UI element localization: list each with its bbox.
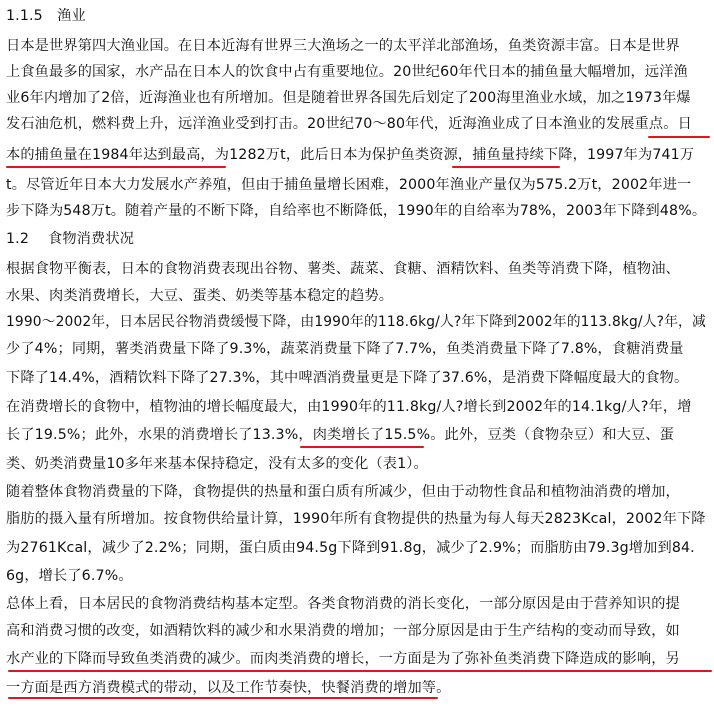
paragraph-line: 一方面是西方消费模式的带动，以及工作节奏快，快餐消费的增加等。 (6, 680, 451, 696)
annotation-underline (452, 166, 560, 168)
paragraph-line: 水产业的下降而导致鱼类消费的减少。而肉类消费的增长，一方面是为了弥补鱼类消费下降造成的影响，另 (6, 651, 680, 667)
paragraph-line: 类、奶类消费量10多年来基本保持稳定，没有太多的变化（表1）。 (6, 456, 428, 472)
paragraph-line: 步下降为548万t。随着产量的不断下降，自给率也不断降低，1990年的自给率为78%，2003年下降到48%。 (6, 203, 707, 219)
section-heading-1-2: 1.2 食物消费状况 (6, 231, 135, 247)
section-heading-1-1-5: 1.1.5 渔业 (6, 8, 86, 24)
paragraph-line: 水果、肉类消费增长，大豆、蛋类、奶类等基本稳定的趋势。 (6, 288, 394, 304)
paragraph-line: 下降了14.4%，酒精饮料下降了27.3%，其中啤酒消费量更是下降了37.6%，是消费下降幅度最大的食物。 (6, 370, 689, 386)
paragraph-line: 少了4%；同期，薯类消费量下降了9.3%，蔬菜消费量下降了7.7%，鱼类消费量下降了7.8%，食糖消费量 (6, 341, 684, 357)
paragraph-line: 为2761Kcal，减少了2.2%；同期，蛋白质由94.5g下降到91.8g，减少了2.9%；而脂肪由79.3g增加到84. (6, 540, 695, 556)
paragraph-line: 本的捕鱼量在1984年达到最高，为1282万t，此后日本为保护鱼类资源，捕鱼量持续下降，1997年为741万 (6, 147, 695, 163)
paragraph-line: 6g，增长了6.7%。 (6, 568, 133, 584)
annotation-underline (648, 136, 710, 138)
paragraph-line: 上食鱼最多的国家，水产品在日本人的饮食中占有重要地位。20世纪60年代日本的捕鱼量大幅增加，远洋渔 (6, 64, 688, 80)
paragraph-line: 总体上看，日本居民的食物消费结构基本定型。各类食物消费的消长变化，一部分原因是由于营养知识的提 (6, 596, 680, 612)
paragraph-line: 业6年内增加了2倍，近海渔业也有所增加。但是随着世界各国先后划定了200海里渔业水域，加之1973年爆 (6, 90, 691, 106)
paragraph-line: 高和消费习惯的改变，如酒精饮料的减少和水果消费的增加；一部分原因是由于生产结构的变动而导致，如 (6, 623, 680, 639)
annotation-underline (8, 670, 712, 672)
paragraph-line: 长了19.5%；此外，水果的消费增长了13.3%，肉类增长了15.5%。此外，豆类（食物杂豆）和大豆、蛋 (6, 427, 674, 443)
paragraph-line: 随着整体食物消费量的下降，食物提供的热量和蛋白质有所减少，但由于动物性食品和植物油消费的增加， (6, 484, 680, 500)
paragraph-line: t。尽管近年日本大力发展水产养殖，但由于捕鱼量增长困难，2000年渔业产量仅为575.2万t，2002年进一 (6, 177, 692, 193)
annotation-underline (8, 697, 438, 699)
paragraph-line: 1990～2002年，日本居民谷物消费缓慢下降，由1990年的118.6kg/人?年下降到2002年的113.8kg/人?年，减 (6, 314, 706, 330)
paragraph-line: 发石油危机，燃料费上升，远洋渔业受到打击。20世纪70～80年代，近海渔业成了日本渔业的发展重点。日 (6, 116, 692, 132)
paragraph-line: 脂肪的摄入量有所增加。按食物供给量计算，1990年所有食物提供的热量为每人每天2823Kcal，2002年下降 (6, 511, 706, 527)
paragraph-line: 日本是世界第四大渔业国。在日本近海有世界三大渔场之一的太平洋北部渔场，鱼类资源丰富。日本是世界 (6, 38, 680, 54)
paragraph-line: 在消费增长的食物中，植物油的增长幅度最大，由1990年的11.8kg/人?增长到2002年的14.1kg/人?年，增 (6, 399, 692, 415)
paragraph-line: 根据食物平衡表，日本的食物消费表现出谷物、薯类、蔬菜、食糖、酒精饮料、鱼类等消费下降，植物油、 (6, 261, 680, 277)
annotation-underline (300, 446, 424, 448)
annotation-underline (6, 166, 226, 168)
